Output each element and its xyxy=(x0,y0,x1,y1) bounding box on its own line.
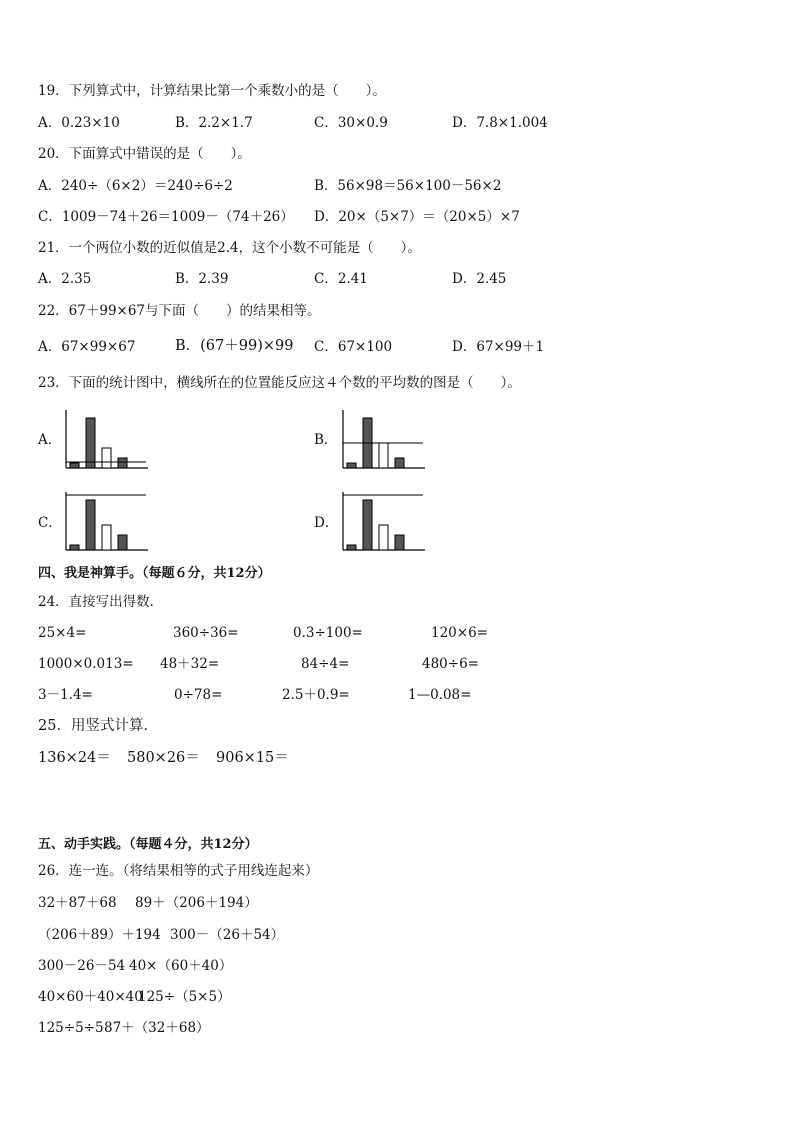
q25-item: 580×26＝ xyxy=(127,750,200,766)
q24-stem: 24．直接写出得数． xyxy=(38,594,164,610)
q22-option-d: D．67×99＋1 xyxy=(452,339,545,355)
chart-bar xyxy=(118,458,127,468)
q26-left-expr: 125÷5÷5 xyxy=(38,1020,104,1036)
chart-bar xyxy=(86,418,95,468)
q26-right-expr: 125÷（5×5） xyxy=(138,989,231,1005)
section-4-title: 四、我是神算手。（每题６分，共12分） xyxy=(38,566,271,581)
q24-item: 84÷4= xyxy=(301,656,350,672)
chart-bar xyxy=(347,463,356,468)
q22-stem: 22．67＋99×67与下面（ ）的结果相等。 xyxy=(38,303,321,319)
chart-bar xyxy=(395,458,404,468)
q26-right-expr: 300－（26＋54） xyxy=(170,927,285,943)
q26-right-expr: 87＋（32＋68） xyxy=(104,1020,210,1036)
q22-option-b: B．(67＋99)×99 xyxy=(175,338,294,354)
q19-stem: 19．下列算式中，计算结果比第一个乘数小的是（ ）。 xyxy=(38,83,386,99)
chart-bar xyxy=(379,443,388,468)
q23-chart-d xyxy=(337,490,429,554)
chart-bar xyxy=(70,545,79,550)
q21-option-b: B．2.39 xyxy=(175,271,229,287)
q22-option-c: C．67×100 xyxy=(314,339,393,355)
q26-right-expr: 40×（60＋40） xyxy=(129,958,233,974)
q26-left-expr: 32＋87＋68 xyxy=(38,895,117,911)
q24-item: 480÷6= xyxy=(422,656,479,672)
q25-item: 136×24＝ xyxy=(38,750,111,766)
q19-option-b: B．2.2×1.7 xyxy=(175,115,253,131)
q26-left-expr: 40×60＋40×40 xyxy=(38,989,143,1005)
q24-item: 0÷78= xyxy=(174,687,223,703)
q24-item: 48＋32= xyxy=(160,656,220,672)
q26-right-expr: 89＋（206＋194） xyxy=(135,895,258,911)
q24-item: 2.5＋0.9= xyxy=(282,687,350,703)
q19-option-c: C．30×0.9 xyxy=(314,115,388,131)
q26-left-expr: 300－26－54 xyxy=(38,958,126,974)
q19-option-a: A．0.23×10 xyxy=(38,115,120,131)
q23-chart-c xyxy=(60,490,152,554)
chart-bar xyxy=(363,500,372,550)
q23-chart-b xyxy=(337,408,429,472)
q24-item: 120×6= xyxy=(431,625,488,641)
q24-item: 360÷36= xyxy=(173,625,239,641)
q22-option-a: A．67×99×67 xyxy=(38,339,136,355)
q19-option-d: D．7.8×1.004 xyxy=(452,115,548,131)
q25-item: 906×15＝ xyxy=(216,750,289,766)
q23-label-b: B． xyxy=(314,432,338,448)
chart-bar xyxy=(86,500,95,550)
q23-label-d: D． xyxy=(314,515,339,531)
q23-stem: 23．下面的统计图中，横线所在的位置能反应这４个数的平均数的图是（ ）。 xyxy=(38,375,521,391)
q24-item: 25×4= xyxy=(38,625,87,641)
q20-option-d: D．20×（5×7）＝（20×5）×7 xyxy=(314,209,520,225)
chart-bar xyxy=(102,525,111,550)
q25-stem: 25．用竖式计算． xyxy=(38,718,158,734)
q26-stem: 26．连一连。（将结果相等的式子用线连起来） xyxy=(38,863,319,879)
chart-bar xyxy=(102,448,111,468)
q20-option-a: A．240÷（6×2）＝240÷6÷2 xyxy=(38,178,233,194)
q24-item: 1—0.08= xyxy=(408,687,472,703)
q20-stem: 20．下面算式中错误的是（ ）。 xyxy=(38,146,251,162)
q26-left-expr: （206＋89）＋194 xyxy=(38,927,161,943)
q21-option-d: D．2.45 xyxy=(452,271,507,287)
chart-bar xyxy=(347,545,356,550)
q24-item: 3－1.4= xyxy=(38,687,93,703)
q21-stem: 21．一个两位小数的近似值是2.4，这个小数不可能是（ ）。 xyxy=(38,240,421,256)
q20-option-c: C．1009－74＋26＝1009－（74＋26） xyxy=(38,209,294,225)
q21-option-a: A．2.35 xyxy=(38,271,92,287)
q24-item: 1000×0.013= xyxy=(38,656,134,672)
section-5-title: 五、动手实践。（每题４分，共12分） xyxy=(38,837,258,852)
q24-item: 0.3÷100= xyxy=(293,625,363,641)
chart-bar xyxy=(118,535,127,550)
q20-option-b: B．56×98＝56×100－56×2 xyxy=(314,178,502,194)
chart-bar xyxy=(70,463,79,468)
q23-label-a: A． xyxy=(38,432,62,448)
q21-option-c: C．2.41 xyxy=(314,271,368,287)
chart-bar xyxy=(395,535,404,550)
q23-label-c: C． xyxy=(38,515,62,531)
chart-bar xyxy=(379,525,388,550)
q23-chart-a xyxy=(60,408,152,472)
